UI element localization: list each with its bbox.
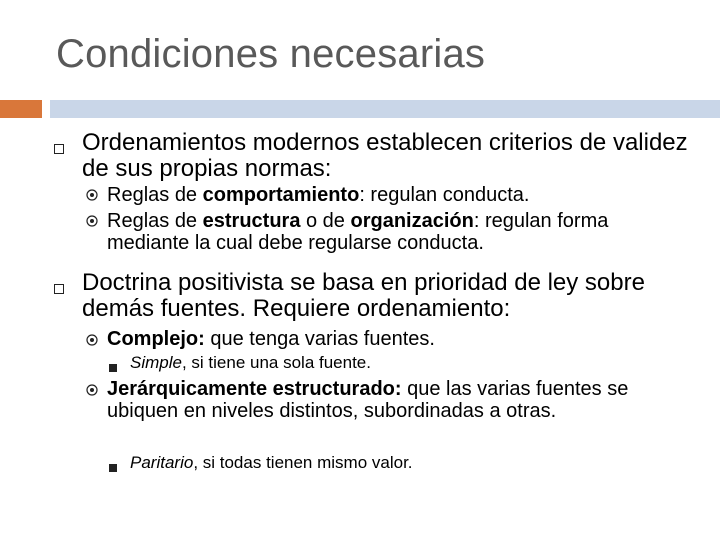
sub-point-1-2: Reglas de estructura o de organización: regulan forma mediante la cual debe regularse conducta. [107,210,609,254]
sub-point-2-2: Jerárquicamente estructurado: que las varias fuentes se ubiquen en niveles distintos, subordinadas a otras. [107,378,629,422]
hollow-square-icon [54,141,64,159]
target-circle-icon [86,383,98,401]
bullet-point-1: Ordenamientos modernos establecen criterios de validez de sus propias normas: [82,129,688,182]
accent-bar-blue [50,100,720,118]
slide-title: Condiciones necesarias [56,32,486,76]
sub-point-2-1: Complejo: que tenga varias fuentes. [107,328,435,350]
filled-square-icon [109,359,117,377]
sub-point-1-1: Reglas de comportamiento: regulan conducta. [107,184,530,206]
filled-square-icon [109,459,117,477]
hollow-square-icon [54,281,64,299]
target-circle-icon [86,214,98,232]
sub-point-2-1-1: Simple, si tiene una sola fuente. [130,353,371,372]
accent-bar-orange [0,100,42,118]
bullet-point-2: Doctrina positivista se basa en prioridad de ley sobre demás fuentes. Requiere ordenamiento: [82,269,645,322]
target-circle-icon [86,333,98,351]
target-circle-icon [86,188,98,206]
sub-point-2-2-1: Paritario, si todas tienen mismo valor. [130,453,413,472]
